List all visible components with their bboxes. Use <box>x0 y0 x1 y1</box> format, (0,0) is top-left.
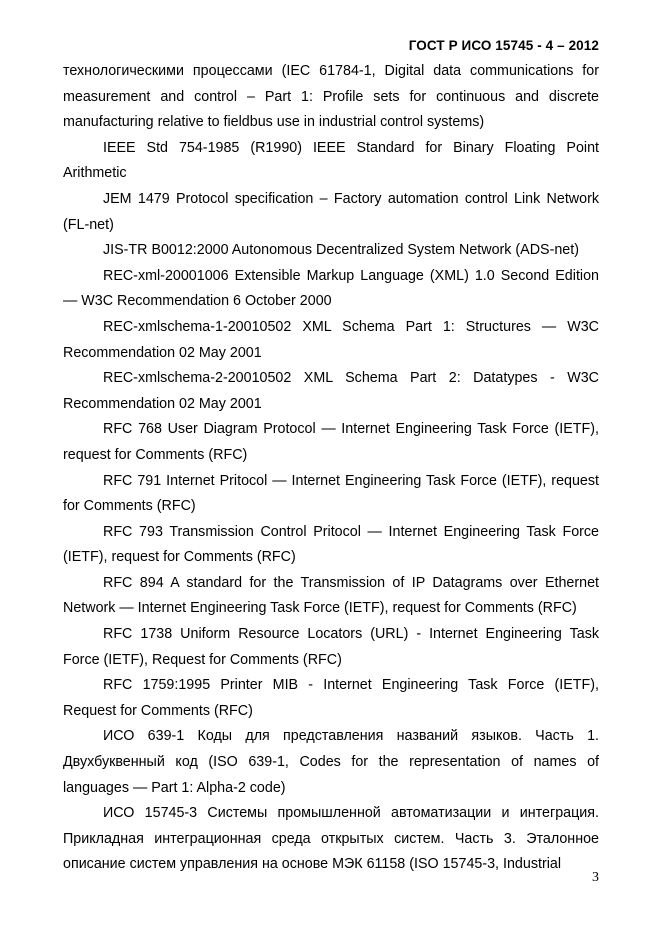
document-header: ГОСТ Р ИСО 15745 - 4 – 2012 <box>408 38 599 53</box>
reference-jem-1479: JEM 1479 Protocol specification – Factory automation control Link Network (FL-net) <box>63 190 599 233</box>
page-number: 3 <box>592 870 599 885</box>
reference-rfc-793: RFC 793 Transmission Control Pritocol — Internet Engineering Task Force (IETF), request for Comments (RFC) <box>63 523 599 566</box>
reference-iso-639-1: ИСО 639-1 Коды для представления названий языков. Часть 1. Двухбуквенный код (ISO 639-1, Codes for the representation of names of languages — Part 1: Alpha-2 code) <box>63 728 599 796</box>
document-body <box>63 59 599 878</box>
reference-rfc-894: RFC 894 A standard for the Transmission of IP Datagrams over Ethernet Network — Internet Engineering Task Force (IETF), request for Comments (RFC) <box>63 574 599 617</box>
reference-rfc-768: RFC 768 User Diagram Protocol — Internet Engineering Task Force (IETF), request for Comments (RFC) <box>63 421 599 463</box>
paragraph-continuation: технологическими процессами (IEC 61784-1, Digital data communications for measurement and control – Part 1: Profile sets for continuous and discrete manufacturing relative to fieldbus use in industrial control systems) <box>63 63 599 131</box>
reference-ieee-754: IEEE Std 754-1985 (R1990) IEEE Standard for Binary Floating Point Arithmetic <box>63 139 599 182</box>
reference-iso-15745-3: ИСО 15745-3 Системы промышленной автоматизации и интеграция. Прикладная интеграционная среда открытых систем. Часть 3. Эталонное описание систем управления на основе МЭК 61158 (ISO 15745-3, Industrial <box>63 805 599 873</box>
reference-xmlschema-2: REC-xmlschema-2-20010502 XML Schema Part 2: Datatypes - W3C Recommendation 02 May 2001 <box>63 370 599 412</box>
reference-rec-xml: REC-xml-20001006 Extensible Markup Language (XML) 1.0 Second Edition — W3C Recommendation 6 October 2000 <box>63 267 599 310</box>
reference-rfc-791: RFC 791 Internet Pritocol — Internet Engineering Task Force (IETF), request for Comments (RFC) <box>63 472 599 515</box>
reference-rfc-1738: RFC 1738 Uniform Resource Locators (URL) - Internet Engineering Task Force (IETF), Request for Comments (RFC) <box>63 626 599 668</box>
reference-xmlschema-1: REC-xmlschema-1-20010502 XML Schema Part 1: Structures — W3C Recommendation 02 May 2001 <box>63 318 599 361</box>
reference-jis-tr-b0012: JIS-TR B0012:2000 Autonomous Decentralized System Network (ADS-net) <box>103 242 579 259</box>
reference-rfc-1759: RFC 1759:1995 Printer MIB - Internet Engineering Task Force (IETF), Request for Comments (RFC) <box>63 677 599 719</box>
